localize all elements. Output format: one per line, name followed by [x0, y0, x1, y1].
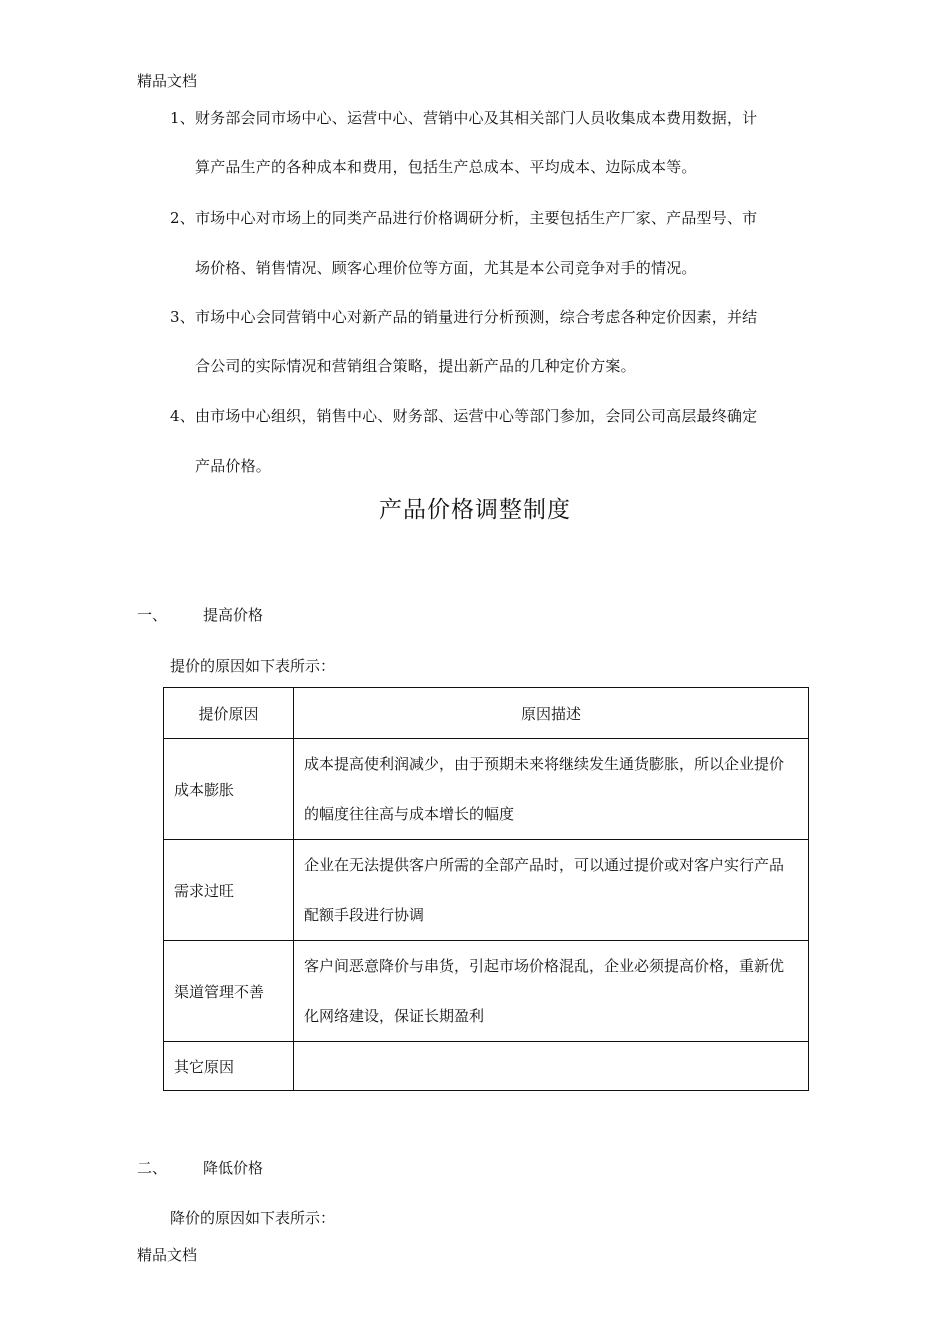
table-cell-reason: 其它原因	[164, 1042, 294, 1091]
section-1-number: 一、	[137, 606, 168, 624]
table-cell-reason: 需求过旺	[164, 840, 294, 941]
table-row	[164, 1042, 809, 1091]
table-cell-desc-text: 企业在无法提供客户所需的全部产品时，可以通过提价或对客户实行产品配额手段进行协调	[304, 856, 785, 924]
table-cell-reason: 渠道管理不善	[164, 941, 294, 1042]
table-cell-desc	[294, 1042, 809, 1091]
table-cell-reason: 成本膨胀	[164, 739, 294, 840]
table-header-reason: 提价原因	[164, 688, 294, 739]
table-row	[164, 941, 809, 1042]
section-2-number: 二、	[137, 1159, 168, 1177]
table-header-row	[164, 688, 809, 739]
table-row	[164, 739, 809, 840]
table-cell-desc	[294, 739, 809, 840]
list-item-4-line1: 4、由市场中心组织，销售中心、财务部、运营中心等部门参加，会同公司高层最终确定	[170, 407, 758, 425]
section-1-title: 提高价格	[203, 606, 264, 624]
list-item-3-line1: 3、市场中心会同营销中心对新产品的销量进行分析预测，综合考虑各种定价因素，并结	[170, 308, 758, 326]
list-item-2-line1: 2、市场中心对市场上的同类产品进行价格调研分析，主要包括生产厂家、产品型号、市	[170, 209, 758, 227]
section-2-title: 降低价格	[203, 1159, 264, 1177]
table-cell-desc	[294, 941, 809, 1042]
table-cell-desc-text: 成本提高使利润减少，由于预期未来将继续发生通货膨胀，所以企业提价的幅度往往高与成本增长的幅度	[304, 755, 785, 823]
list-item-1-line2: 算产品生产的各种成本和费用，包括生产总成本、平均成本、边际成本等。	[195, 158, 697, 176]
watermark-bottom: 精品文档	[137, 1246, 198, 1264]
section-1-intro: 提价的原因如下表所示：	[170, 657, 336, 675]
table-header-desc: 原因描述	[294, 688, 809, 739]
document-title: 产品价格调整制度	[379, 497, 571, 523]
list-item-1-line1: 1、财务部会同市场中心、运营中心、营销中心及其相关部门人员收集成本费用数据，计	[170, 109, 758, 127]
table-cell-desc-text: 客户间恶意降价与串货，引起市场价格混乱，企业必须提高价格，重新优化网络建设，保证长期盈利	[304, 957, 785, 1025]
list-item-4-line2: 产品价格。	[195, 457, 272, 475]
table-cell-desc	[294, 840, 809, 941]
price-increase-table	[163, 687, 809, 1091]
table-row	[164, 840, 809, 941]
section-2-intro: 降价的原因如下表所示：	[170, 1209, 336, 1227]
watermark-top: 精品文档	[137, 72, 198, 90]
list-item-2-line2: 场价格、销售情况、顾客心理价位等方面，尤其是本公司竞争对手的情况。	[195, 259, 697, 277]
list-item-3-line2: 合公司的实际情况和营销组合策略，提出新产品的几种定价方案。	[195, 357, 636, 375]
